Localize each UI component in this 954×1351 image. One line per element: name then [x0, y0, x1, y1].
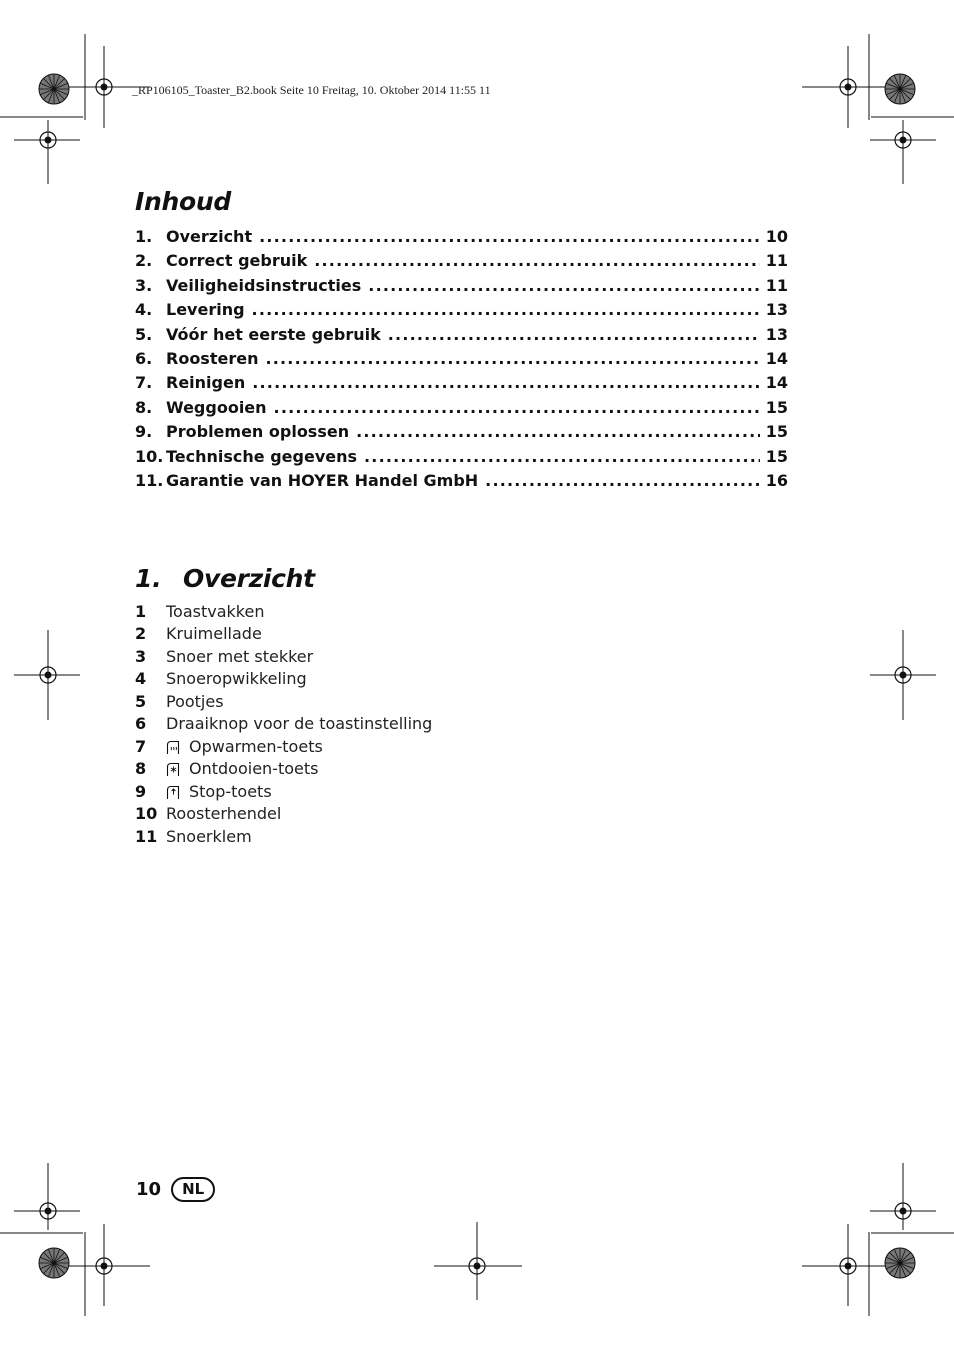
- part-number: 11: [135, 826, 158, 846]
- part-label: Snoeropwikkeling: [166, 669, 307, 689]
- part-list-item: [135, 668, 432, 691]
- part-number: 2: [135, 624, 147, 644]
- part-label-wrap: [166, 782, 272, 801]
- toc-entry-number: 11.: [135, 470, 164, 490]
- toc-entry-number: 9.: [135, 422, 153, 442]
- toc-entry-title: Veiligheidsinstructies: [166, 275, 362, 295]
- part-list-item: [135, 825, 432, 848]
- toc-leader-dots: [259, 227, 760, 247]
- toc-heading: Inhoud: [135, 187, 231, 216]
- defrost-button-icon: [166, 762, 180, 777]
- toc-entry[interactable]: [135, 373, 788, 397]
- toc-entry[interactable]: [135, 398, 788, 422]
- part-label: Snoerklem: [166, 826, 252, 846]
- toc-entry-page: 14: [765, 348, 788, 368]
- toc-entry[interactable]: [135, 471, 788, 495]
- toc-entry-title: Overzicht: [166, 227, 253, 246]
- part-label: Roosterhendel: [166, 804, 282, 824]
- part-list-item: [135, 600, 432, 623]
- toc-leader-dots: [314, 251, 760, 271]
- part-label-wrap: [166, 714, 432, 733]
- toc-entry-number: 6.: [135, 348, 153, 368]
- part-list-item: [135, 735, 432, 758]
- toc-entry[interactable]: [135, 325, 788, 349]
- toc-entry-title: Reinigen: [166, 373, 246, 393]
- part-label: Toastvakken: [166, 601, 265, 621]
- stop-button-icon: [166, 785, 180, 800]
- toc-leader-dots: [274, 398, 760, 418]
- part-label-wrap: [166, 692, 224, 711]
- part-label: Opwarmen-toets: [189, 736, 323, 756]
- file-info-header: _RP106105_Toaster_B2.book Seite 10 Freitag, 10. Oktober 2014 11:55 11: [132, 83, 491, 97]
- part-list-item: [135, 623, 432, 646]
- part-list-item: [135, 645, 432, 668]
- part-label-wrap: [166, 647, 313, 666]
- part-label: Ontdooien-toets: [189, 759, 319, 779]
- part-label: Snoer met stekker: [166, 646, 314, 666]
- toc-entry-page: 15: [765, 397, 788, 417]
- section-heading: [135, 564, 315, 593]
- part-number: 4: [135, 669, 147, 689]
- toc-entry-title: Correct gebruik: [166, 251, 308, 271]
- toc-leader-dots: [356, 422, 760, 442]
- part-label-wrap: [166, 759, 318, 778]
- toc-entry-title: Levering: [166, 300, 245, 320]
- parts-list: [135, 600, 432, 848]
- section-title: Overzicht: [183, 564, 315, 593]
- part-number: 3: [135, 646, 147, 666]
- page-footer: [136, 1177, 215, 1202]
- table-of-contents: [135, 227, 788, 495]
- toc-entry-number: 7.: [135, 373, 153, 393]
- toc-entry[interactable]: [135, 447, 788, 471]
- toc-entry-page: 13: [765, 324, 788, 344]
- part-number: 7: [135, 736, 147, 756]
- toc-entry-number: 1.: [135, 227, 153, 246]
- toc-entry[interactable]: [135, 251, 788, 275]
- toc-leader-dots: [252, 300, 760, 320]
- part-label-wrap: [166, 669, 307, 688]
- toc-entry-page: 16: [765, 470, 788, 490]
- part-list-item: [135, 690, 432, 713]
- toc-entry-page: 11: [765, 251, 788, 271]
- part-label: Draaiknop voor de toastinstelling: [166, 714, 433, 734]
- toc-entry[interactable]: [135, 227, 788, 251]
- toc-entry-page: 13: [765, 300, 788, 320]
- part-number: 1: [135, 601, 147, 621]
- toc-entry-title: Garantie van HOYER Handel GmbH: [166, 470, 479, 490]
- toc-entry-number: 8.: [135, 397, 153, 417]
- toc-entry-page: 15: [765, 422, 788, 442]
- toc-leader-dots: [368, 276, 759, 296]
- part-label: Stop-toets: [189, 781, 272, 801]
- toc-leader-dots: [364, 447, 760, 467]
- part-number: 10: [135, 804, 158, 824]
- page-number: 10: [136, 1179, 162, 1200]
- language-badge: NL: [171, 1177, 215, 1202]
- toc-entry-title: Weggooien: [166, 397, 267, 417]
- part-number: 6: [135, 714, 147, 734]
- part-list-item: [135, 713, 432, 736]
- toc-entry-page: 11: [765, 275, 788, 295]
- section-number: 1.: [135, 564, 162, 593]
- toc-leader-dots: [485, 471, 760, 491]
- reheat-button-icon: [166, 740, 180, 755]
- part-label: Pootjes: [166, 691, 224, 711]
- part-label-wrap: [166, 624, 262, 643]
- toc-entry-number: 2.: [135, 251, 153, 271]
- toc-entry-number: 5.: [135, 324, 153, 344]
- toc-entry[interactable]: [135, 349, 788, 373]
- toc-entry[interactable]: [135, 300, 788, 324]
- toc-entry[interactable]: [135, 422, 788, 446]
- toc-entry-title: Vóór het eerste gebruik: [166, 324, 381, 344]
- part-list-item: [135, 758, 432, 781]
- toc-entry-page: 10: [765, 227, 788, 246]
- part-label: Kruimellade: [166, 624, 262, 644]
- toc-entry-number: 3.: [135, 275, 153, 295]
- toc-entry-title: Technische gegevens: [166, 446, 358, 466]
- toc-entry[interactable]: [135, 276, 788, 300]
- toc-leader-dots: [252, 373, 760, 393]
- toc-entry-page: 14: [765, 373, 788, 393]
- toc-leader-dots: [388, 325, 760, 345]
- toc-entry-title: Problemen oplossen: [166, 422, 350, 442]
- toc-entry-number: 10.: [135, 446, 164, 466]
- part-number: 5: [135, 691, 147, 711]
- toc-entry-page: 15: [765, 446, 788, 466]
- toc-leader-dots: [265, 349, 759, 369]
- part-label-wrap: [166, 602, 264, 621]
- toc-entry-title: Roosteren: [166, 348, 259, 368]
- part-list-item: [135, 780, 432, 803]
- part-label-wrap: [166, 737, 323, 756]
- part-list-item: [135, 803, 432, 826]
- part-number: 8: [135, 759, 147, 779]
- part-number: 9: [135, 781, 147, 801]
- toc-entry-number: 4.: [135, 300, 153, 320]
- part-label-wrap: [166, 804, 281, 823]
- part-label-wrap: [166, 827, 252, 846]
